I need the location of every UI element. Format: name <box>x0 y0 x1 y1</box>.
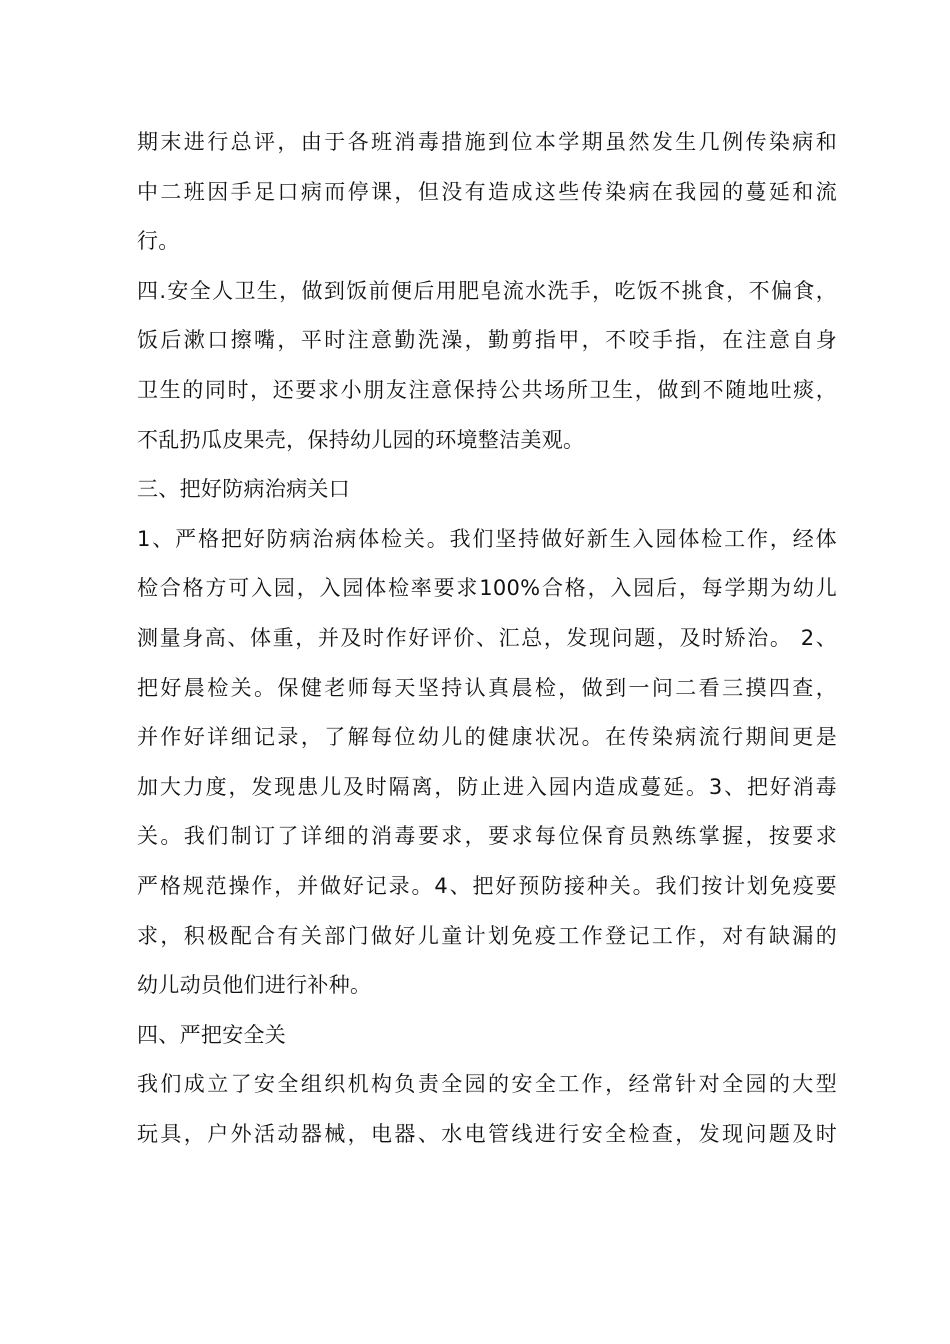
text-line-1: 期末进行总评，由于各班消毒措施到位本学期虽然发生几例传染病和 <box>137 130 837 154</box>
text-line-13: 并作好详细记录，了解每位幼儿的健康状况。在传染病流行期间更是 <box>137 725 837 750</box>
text-line-15: 关。我们制订了详细的消毒要求，要求每位保育员熟练掌握，按要求 <box>137 824 837 849</box>
text-line-17: 求，积极配合有关部门做好儿童计划免疫工作登记工作，对有缺漏的 <box>137 923 837 948</box>
text-line-12: 把好晨检关。保健老师每天坚持认真晨检，做到一问二看三摸四查， <box>137 675 837 700</box>
text-line-3: 行。 <box>137 229 180 254</box>
text-line-2: 中二班因手足口病而停课，但没有造成这些传染病在我园的蔓延和流 <box>137 179 837 204</box>
text-line-9: 1、严格把好防病治病体检关。我们坚持做好新生入园体检工作，经体 <box>137 526 837 551</box>
text-line-14: 加大力度，发现患儿及时隔离，防止进入园内造成蔓延。3、把好消毒 <box>137 774 837 799</box>
section-heading-4: 四、严把安全关 <box>137 1022 287 1047</box>
text-line-21: 玩具，户外活动器械，电器、水电管线进行安全检查，发现问题及时 <box>137 1121 837 1146</box>
text-line-16: 严格规范操作，并做好记录。4、把好预防接种关。我们按计划免疫要 <box>137 873 837 898</box>
text-line-7: 不乱扔瓜皮果壳，保持幼儿园的环境整洁美观。 <box>137 427 585 452</box>
section-heading-3: 三、把好防病治病关口 <box>137 477 350 502</box>
text-line-6: 卫生的同时，还要求小朋友注意保持公共场所卫生，做到不随地吐痰， <box>137 377 837 402</box>
text-line-20: 我们成立了安全组织机构负责全园的安全工作，经常针对全园的大型 <box>137 1072 837 1097</box>
text-line-10: 检合格方可入园，入园体检率要求100%合格，入园后，每学期为幼儿 <box>137 576 837 601</box>
text-line-4: 四.安全人卫生，做到饭前便后用肥皂流水洗手，吃饭不挑食，不偏食， <box>137 278 837 303</box>
text-line-11: 测量身高、体重，并及时作好评价、汇总，发现问题，及时矫治。 2、 <box>137 625 837 650</box>
document-body <box>137 118 837 1159</box>
text-line-18: 幼儿动员他们进行补种。 <box>137 973 372 998</box>
text-line-5: 饭后漱口擦嘴，平时注意勤洗澡，勤剪指甲，不咬手指，在注意自身 <box>137 328 837 353</box>
